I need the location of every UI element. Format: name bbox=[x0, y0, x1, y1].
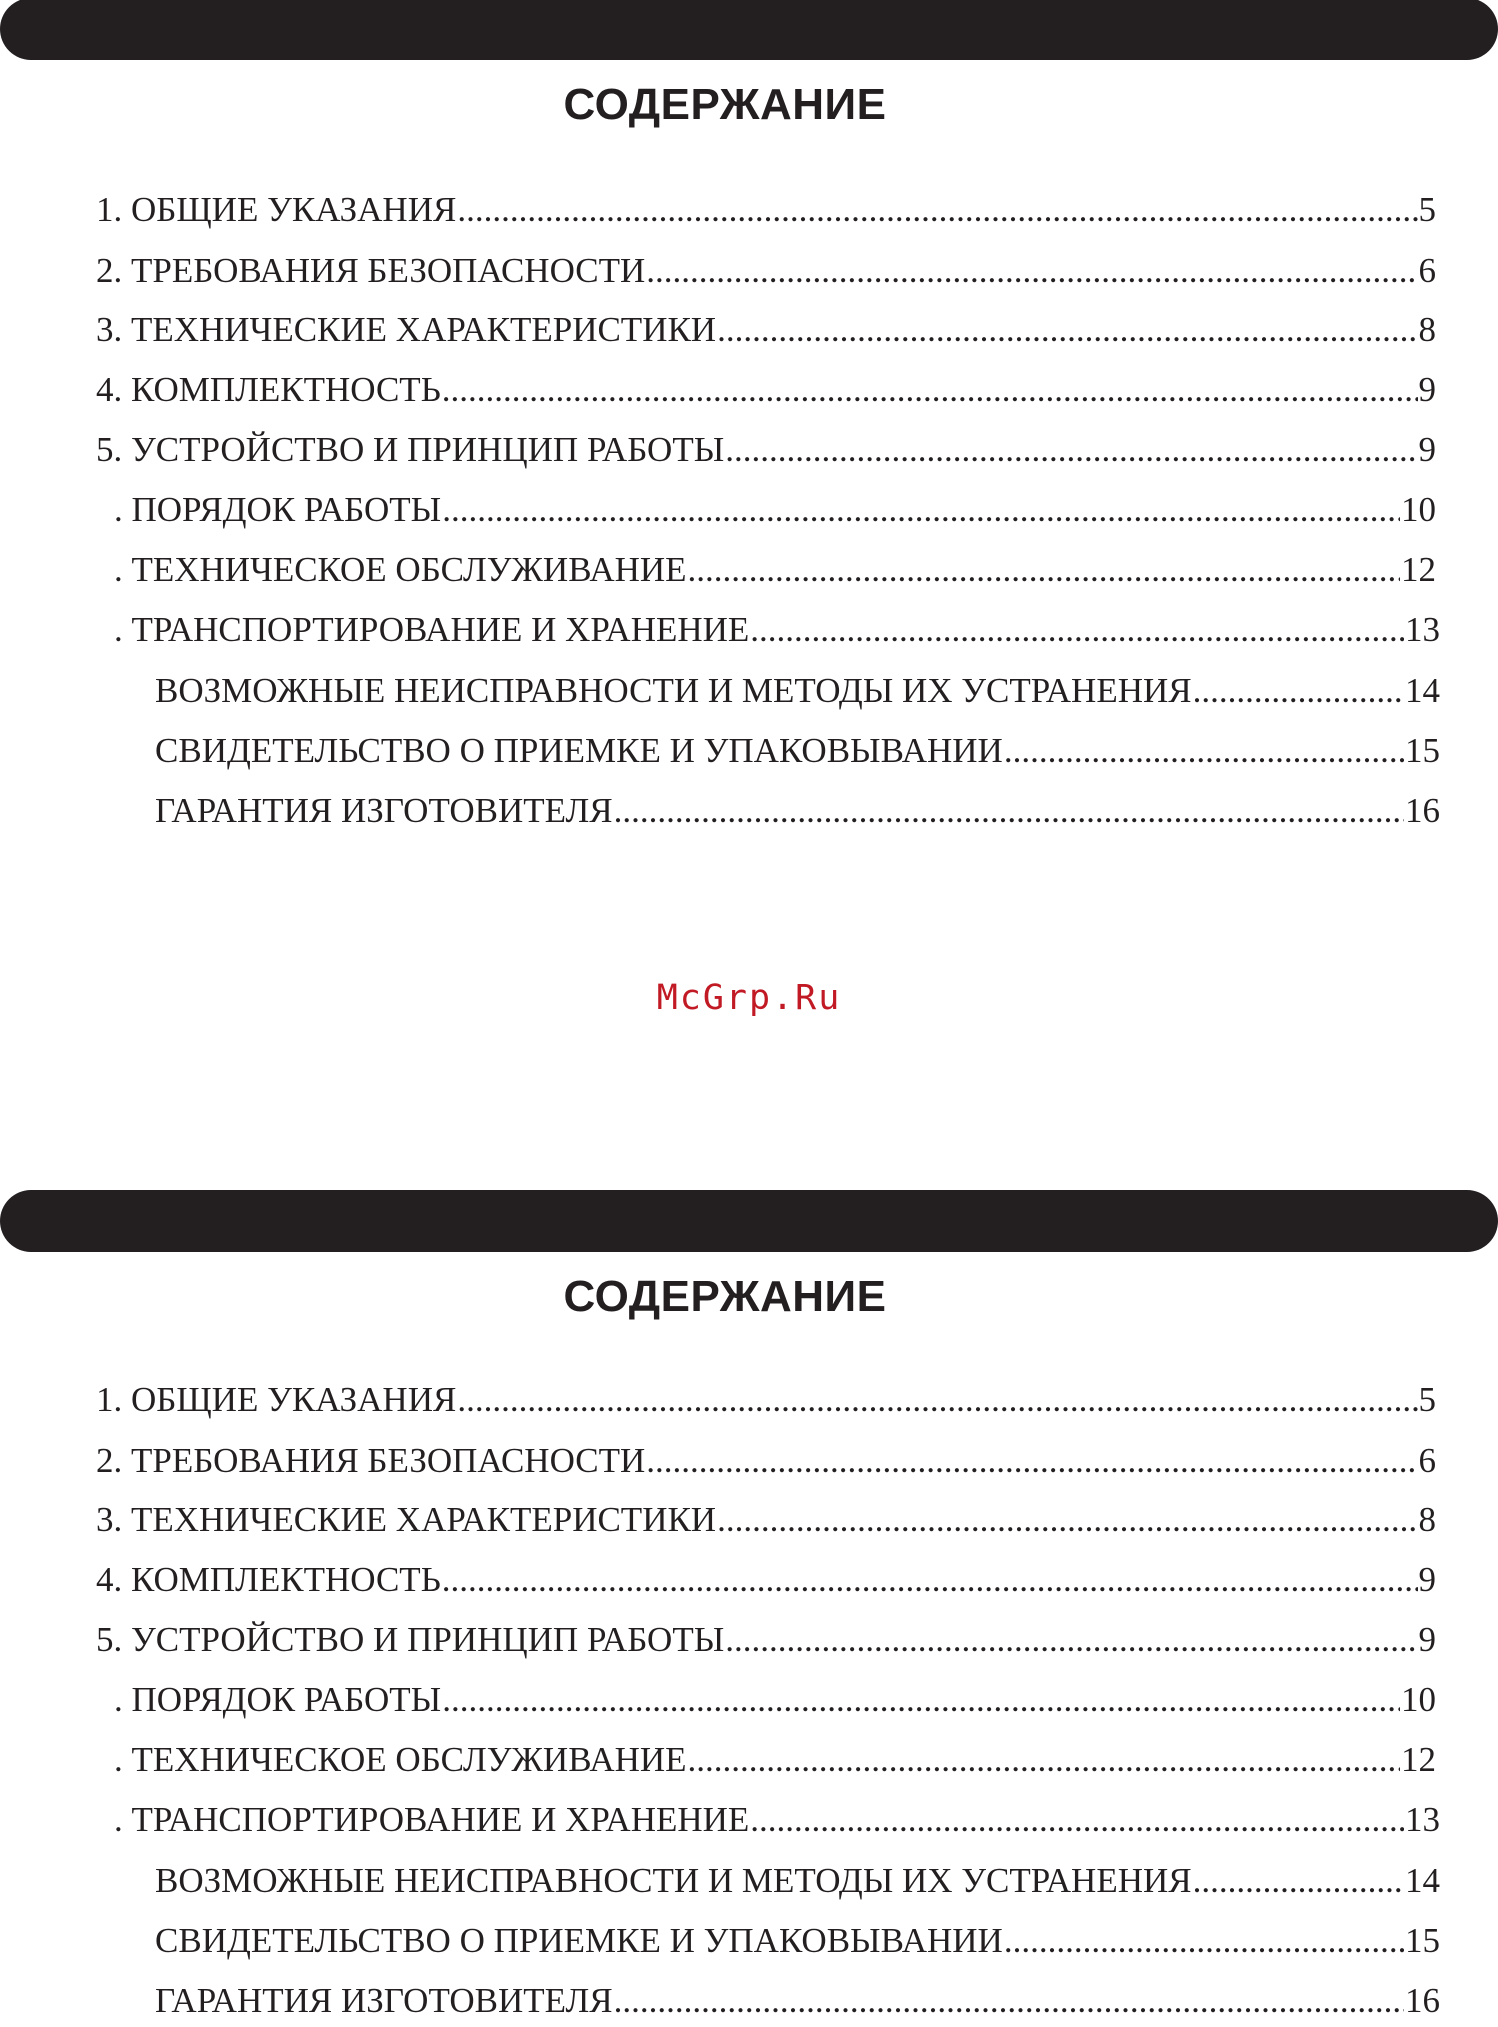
toc-entry bbox=[155, 665, 1440, 717]
toc-entry-label: 1. ОБЩИЕ УКАЗАНИЯ bbox=[96, 190, 457, 229]
toc-leader-dots bbox=[750, 1794, 1404, 1846]
toc-entry bbox=[96, 1554, 1436, 1606]
toc-leader-dots bbox=[725, 1614, 1417, 1666]
toc-leader-dots bbox=[688, 1734, 1400, 1786]
toc-entry-page: 15 bbox=[1405, 731, 1440, 770]
toc-entry bbox=[96, 1374, 1436, 1426]
toc-entry-label: 2. ТРЕБОВАНИЯ БЕЗОПАСНОСТИ bbox=[96, 1441, 646, 1480]
toc-entry bbox=[114, 604, 1440, 656]
toc-leader-dots bbox=[1004, 725, 1404, 777]
toc-leader-dots bbox=[725, 424, 1417, 476]
toc-leader-dots bbox=[688, 544, 1400, 596]
toc-entry-label: . ПОРЯДОК РАБОТЫ bbox=[114, 490, 442, 529]
toc-entry bbox=[155, 725, 1440, 777]
toc-leader-dots bbox=[442, 484, 1400, 536]
toc-entry-label: 3. ТЕХНИЧЕСКИЕ ХАРАКТЕРИСТИКИ bbox=[96, 310, 717, 349]
header-bar bbox=[0, 1190, 1498, 1252]
toc-entry-label: 5. УСТРОЙСТВО И ПРИНЦИП РАБОТЫ bbox=[96, 1620, 725, 1659]
toc-entry bbox=[114, 1674, 1436, 1726]
toc-entry-page: 12 bbox=[1401, 550, 1436, 589]
toc-entry bbox=[96, 364, 1436, 416]
toc-entry bbox=[96, 1435, 1436, 1487]
toc-entry bbox=[96, 245, 1436, 297]
header-bar bbox=[0, 0, 1498, 60]
toc-entry-page: 9 bbox=[1418, 370, 1436, 409]
toc-leader-dots bbox=[717, 1494, 1417, 1546]
toc-entry-page: 9 bbox=[1418, 1620, 1436, 1659]
toc-entry-page: 16 bbox=[1405, 1981, 1440, 2020]
toc-entry-label: . ТЕХНИЧЕСКОЕ ОБСЛУЖИВАНИЕ bbox=[114, 550, 687, 589]
page-title: СОДЕРЖАНИЕ bbox=[563, 1272, 887, 1321]
toc-entry-page: 10 bbox=[1401, 1680, 1436, 1719]
toc-entry-label: ГАРАНТИЯ ИЗГОТОВИТЕЛЯ bbox=[155, 1981, 613, 2020]
toc-entry bbox=[155, 1975, 1440, 2027]
toc-entry bbox=[96, 1494, 1436, 1546]
toc-entry-label: СВИДЕТЕЛЬСТВО О ПРИЕМКЕ И УПАКОВЫВАНИИ bbox=[155, 731, 1003, 770]
toc-leader-dots bbox=[614, 1975, 1404, 2027]
toc-leader-dots bbox=[442, 1674, 1400, 1726]
toc-entry-page: 14 bbox=[1405, 671, 1440, 710]
toc-entry-label: 1. ОБЩИЕ УКАЗАНИЯ bbox=[96, 1380, 457, 1419]
toc-entry-page: 9 bbox=[1418, 1560, 1436, 1599]
toc-entry-label: . ТЕХНИЧЕСКОЕ ОБСЛУЖИВАНИЕ bbox=[114, 1740, 687, 1779]
toc-entry-page: 10 bbox=[1401, 490, 1436, 529]
toc-entry-label: ГАРАНТИЯ ИЗГОТОВИТЕЛЯ bbox=[155, 791, 613, 830]
toc-entry-label: 3. ТЕХНИЧЕСКИЕ ХАРАКТЕРИСТИКИ bbox=[96, 1500, 717, 1539]
toc-leader-dots bbox=[442, 1554, 1418, 1606]
toc-entry-label: СВИДЕТЕЛЬСТВО О ПРИЕМКЕ И УПАКОВЫВАНИИ bbox=[155, 1921, 1003, 1960]
toc-entry-page: 9 bbox=[1418, 430, 1436, 469]
toc-entry-label: . ТРАНСПОРТИРОВАНИЕ И ХРАНЕНИЕ bbox=[114, 610, 750, 649]
toc-entry-page: 6 bbox=[1418, 1441, 1436, 1480]
toc-entry-page: 13 bbox=[1405, 610, 1440, 649]
toc-entry-page: 8 bbox=[1418, 1500, 1436, 1539]
toc-entry-label: ВОЗМОЖНЫЕ НЕИСПРАВНОСТИ И МЕТОДЫ ИХ УСТРАНЕНИЯ bbox=[155, 671, 1192, 710]
toc-entry-label: 4. КОМПЛЕКТНОСТЬ bbox=[96, 370, 441, 409]
toc-entry-page: 13 bbox=[1405, 1800, 1440, 1839]
toc-leader-dots bbox=[646, 1435, 1417, 1487]
toc-entry-page: 6 bbox=[1418, 251, 1436, 290]
toc-leader-dots bbox=[1193, 665, 1404, 717]
toc-entry bbox=[114, 1794, 1440, 1846]
toc-entry bbox=[155, 1915, 1440, 1967]
toc-entry-label: 5. УСТРОЙСТВО И ПРИНЦИП РАБОТЫ bbox=[96, 430, 725, 469]
toc-leader-dots bbox=[457, 1374, 1417, 1426]
toc-leader-dots bbox=[1193, 1855, 1404, 1907]
toc-leader-dots bbox=[1004, 1915, 1404, 1967]
toc-entry bbox=[155, 1855, 1440, 1907]
watermark: McGrp.Ru bbox=[656, 978, 842, 1018]
toc-entry-label: . ПОРЯДОК РАБОТЫ bbox=[114, 1680, 442, 1719]
toc-leader-dots bbox=[717, 304, 1417, 356]
toc-leader-dots bbox=[646, 245, 1417, 297]
toc-entry-page: 8 bbox=[1418, 310, 1436, 349]
toc-entry-page: 14 bbox=[1405, 1861, 1440, 1900]
toc-entry bbox=[96, 304, 1436, 356]
toc-entry bbox=[155, 785, 1440, 837]
toc-leader-dots bbox=[457, 184, 1417, 236]
toc-entry-label: 2. ТРЕБОВАНИЯ БЕЗОПАСНОСТИ bbox=[96, 251, 646, 290]
toc-entry bbox=[96, 1614, 1436, 1666]
toc-entry-page: 16 bbox=[1405, 791, 1440, 830]
toc-leader-dots bbox=[442, 364, 1418, 416]
toc-entry bbox=[114, 544, 1436, 596]
toc-entry bbox=[96, 184, 1436, 236]
toc-entry-page: 5 bbox=[1418, 1380, 1436, 1419]
toc-entry bbox=[114, 1734, 1436, 1786]
toc-entry-label: . ТРАНСПОРТИРОВАНИЕ И ХРАНЕНИЕ bbox=[114, 1800, 750, 1839]
toc-entry bbox=[114, 484, 1436, 536]
toc-entry bbox=[96, 424, 1436, 476]
toc-leader-dots bbox=[750, 604, 1404, 656]
toc-entry-label: 4. КОМПЛЕКТНОСТЬ bbox=[96, 1560, 441, 1599]
toc-entry-page: 15 bbox=[1405, 1921, 1440, 1960]
toc-leader-dots bbox=[614, 785, 1404, 837]
page-title: СОДЕРЖАНИЕ bbox=[563, 80, 887, 129]
toc-entry-label: ВОЗМОЖНЫЕ НЕИСПРАВНОСТИ И МЕТОДЫ ИХ УСТРАНЕНИЯ bbox=[155, 1861, 1192, 1900]
toc-entry-page: 12 bbox=[1401, 1740, 1436, 1779]
toc-entry-page: 5 bbox=[1418, 190, 1436, 229]
